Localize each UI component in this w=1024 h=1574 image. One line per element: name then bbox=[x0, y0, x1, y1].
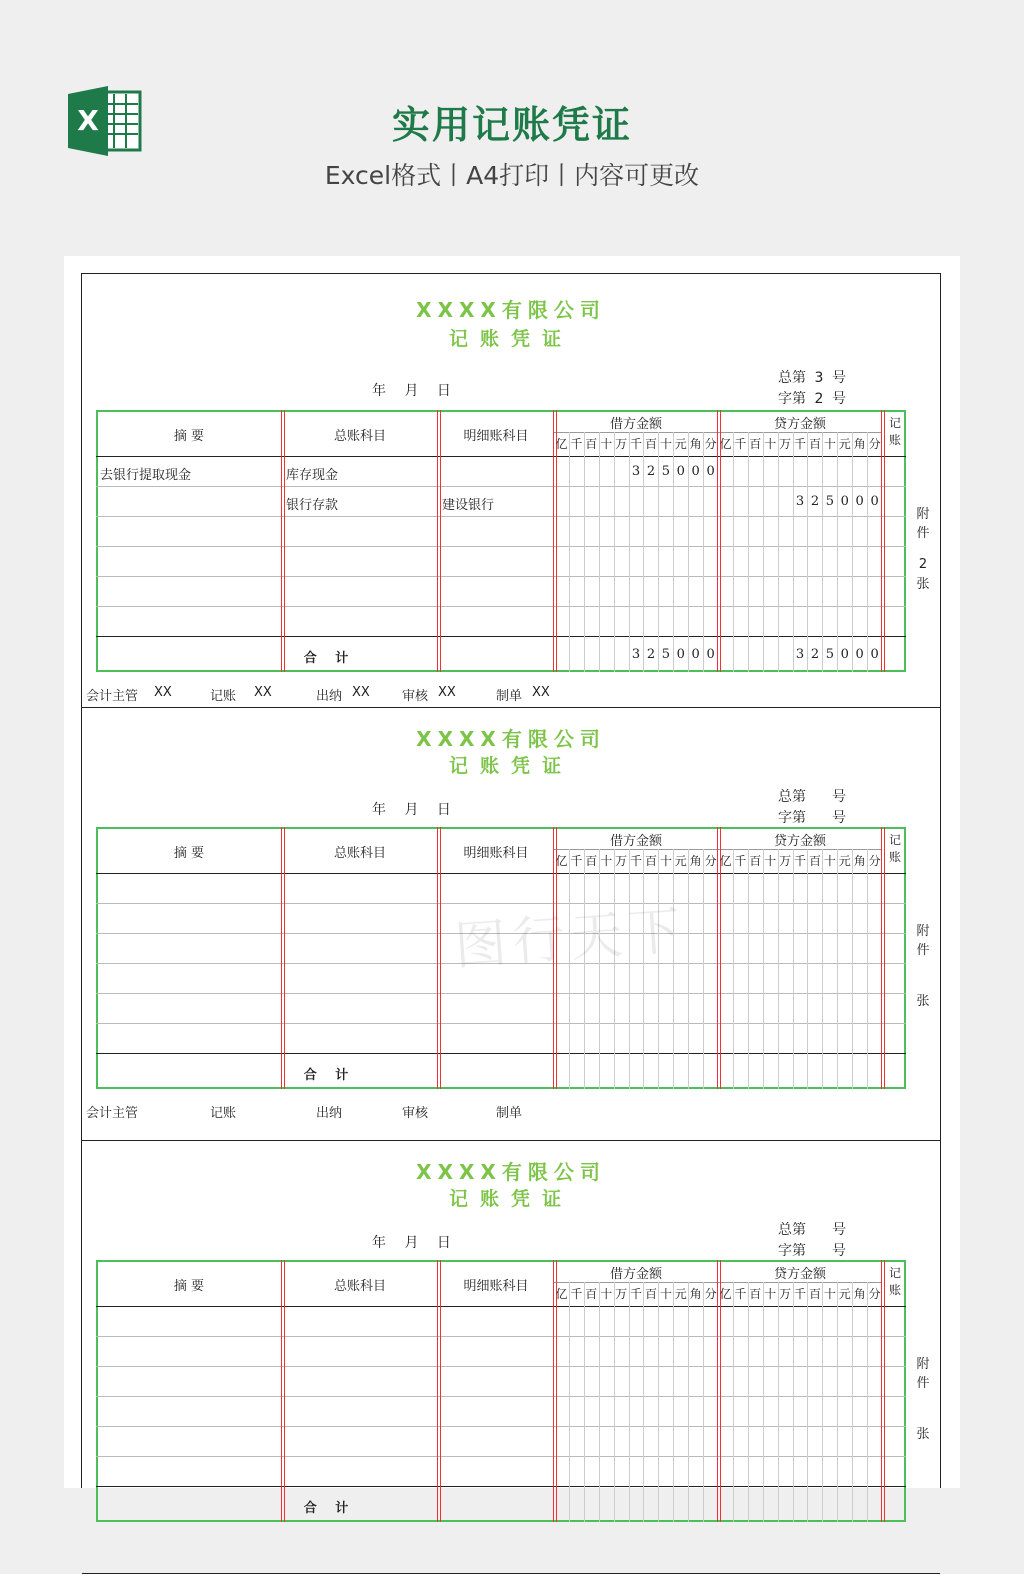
voucher-date[interactable]: 年 月 日 bbox=[372, 1235, 451, 1251]
number-value[interactable]: 2 bbox=[814, 391, 824, 407]
total-amount-digit: 0 bbox=[870, 647, 879, 662]
digit-unit: 亿 bbox=[719, 1287, 732, 1301]
voucher-title: 记账凭证 bbox=[448, 755, 573, 777]
column-header-general-account: 总账科目 bbox=[333, 846, 386, 861]
voucher-title: 记账凭证 bbox=[448, 1188, 573, 1210]
signature-label: 会计主管 bbox=[86, 689, 139, 704]
number-label: 字第 bbox=[778, 391, 806, 407]
digit-unit: 分 bbox=[704, 437, 717, 451]
digit-unit: 角 bbox=[689, 437, 702, 451]
digit-unit: 元 bbox=[674, 854, 687, 868]
page-title: 实用记账凭证 bbox=[391, 103, 632, 147]
watermark: 图行天下 bbox=[452, 900, 689, 978]
attachment-count[interactable]: 2 bbox=[918, 557, 928, 572]
digit-unit: 十 bbox=[823, 1287, 836, 1301]
amount-digit: 3 bbox=[795, 494, 805, 509]
column-header-summary: 摘 要 bbox=[173, 429, 205, 444]
amount-digit: 2 bbox=[646, 464, 656, 479]
total-amount-digit: 0 bbox=[676, 647, 685, 662]
digit-unit: 角 bbox=[689, 1287, 702, 1301]
number-suffix: 号 bbox=[832, 370, 846, 386]
column-header-debit: 借方金额 bbox=[609, 834, 662, 849]
digit-unit: 亿 bbox=[555, 854, 568, 868]
digit-unit: 分 bbox=[868, 854, 881, 868]
total-amount-digit: 3 bbox=[795, 647, 805, 662]
digit-unit: 万 bbox=[779, 437, 792, 451]
digit-unit: 千 bbox=[570, 854, 583, 868]
digit-unit: 百 bbox=[585, 854, 598, 868]
number-value[interactable]: 3 bbox=[814, 370, 824, 386]
digit-unit: 亿 bbox=[555, 437, 568, 451]
row-general-account[interactable]: 库存现金 bbox=[286, 468, 339, 483]
attachment-unit: 张 bbox=[916, 577, 930, 592]
digit-unit: 千 bbox=[734, 437, 747, 451]
number-label: 总第 bbox=[778, 370, 806, 386]
amount-digit: 5 bbox=[661, 464, 670, 479]
total-amount-digit: 0 bbox=[840, 647, 849, 662]
signature-label: 制单 bbox=[496, 1106, 523, 1121]
page-subtitle: Excel格式丨A4打印丨内容可更改 bbox=[324, 161, 700, 190]
digit-unit: 万 bbox=[615, 437, 628, 451]
amount-digit: 0 bbox=[870, 494, 879, 509]
voucher-number bbox=[778, 1220, 846, 1262]
row-summary[interactable]: 去银行提取现金 bbox=[100, 468, 192, 483]
signature-label: 会计主管 bbox=[86, 1106, 139, 1121]
attachment-unit: 张 bbox=[916, 994, 930, 1009]
digit-unit: 十 bbox=[659, 854, 672, 868]
digit-unit: 千 bbox=[734, 854, 747, 868]
digit-unit: 百 bbox=[808, 437, 821, 451]
voucher-table bbox=[96, 410, 906, 672]
row-detail-account[interactable]: 建设银行 bbox=[442, 498, 495, 513]
digit-unit: 角 bbox=[689, 854, 702, 868]
amount-digit: 2 bbox=[810, 494, 820, 509]
column-header-detail-account: 明细账科目 bbox=[463, 846, 529, 861]
digit-unit: 十 bbox=[764, 1287, 777, 1301]
total-label: 合 计 bbox=[303, 651, 349, 666]
digit-unit: 亿 bbox=[719, 854, 732, 868]
digit-unit: 千 bbox=[630, 1287, 643, 1301]
signature-label: 制单 bbox=[496, 689, 523, 704]
number-suffix: 号 bbox=[832, 1243, 846, 1259]
digit-unit: 十 bbox=[600, 437, 613, 451]
digit-unit: 千 bbox=[630, 854, 643, 868]
digit-unit: 百 bbox=[585, 1287, 598, 1301]
digit-unit: 万 bbox=[779, 1287, 792, 1301]
digit-unit: 千 bbox=[570, 1287, 583, 1301]
voucher-number bbox=[778, 787, 846, 829]
digit-unit: 十 bbox=[659, 437, 672, 451]
attachment-label: 附件 bbox=[916, 507, 930, 541]
attachment-label: 附件 bbox=[916, 1357, 930, 1391]
total-amount-digit: 2 bbox=[646, 647, 656, 662]
digit-unit: 分 bbox=[868, 1287, 881, 1301]
digit-unit: 元 bbox=[674, 1287, 687, 1301]
voucher-3 bbox=[82, 1140, 940, 1574]
digit-unit: 千 bbox=[734, 1287, 747, 1301]
number-label: 总第 bbox=[778, 1222, 806, 1238]
number-suffix: 号 bbox=[832, 391, 846, 407]
digit-unit: 百 bbox=[749, 1287, 762, 1301]
digit-unit: 万 bbox=[779, 854, 792, 868]
digit-unit: 角 bbox=[853, 437, 866, 451]
signature-value[interactable]: XX bbox=[532, 685, 550, 700]
amount-digit: 5 bbox=[825, 494, 834, 509]
voucher-title: 记账凭证 bbox=[448, 328, 573, 350]
signature-label: 审核 bbox=[402, 1106, 429, 1121]
voucher-sheet bbox=[64, 256, 960, 1516]
digit-unit: 十 bbox=[659, 1287, 672, 1301]
voucher-table bbox=[96, 1260, 906, 1522]
total-amount-digit: 0 bbox=[706, 647, 715, 662]
column-header-posted: 记账 bbox=[888, 833, 901, 864]
total-amount-digit: 2 bbox=[810, 647, 820, 662]
total-label: 合 计 bbox=[303, 1501, 349, 1516]
digit-unit: 百 bbox=[749, 854, 762, 868]
digit-unit: 万 bbox=[615, 1287, 628, 1301]
digit-unit: 元 bbox=[838, 437, 851, 451]
total-amount-digit: 5 bbox=[825, 647, 834, 662]
excel-letter: X bbox=[77, 104, 99, 137]
digit-unit: 角 bbox=[853, 854, 866, 868]
company-name: XXXX有限公司 bbox=[416, 298, 606, 322]
column-header-debit: 借方金额 bbox=[609, 1267, 662, 1282]
amount-digit: 3 bbox=[631, 464, 641, 479]
total-amount-digit: 0 bbox=[691, 647, 700, 662]
number-label: 字第 bbox=[778, 810, 806, 826]
digit-unit: 千 bbox=[794, 854, 807, 868]
column-header-credit: 贷方金额 bbox=[773, 1267, 826, 1282]
signature-label: 审核 bbox=[402, 689, 429, 704]
total-label: 合 计 bbox=[303, 1068, 349, 1083]
voucher-date[interactable]: 年 月 日 bbox=[372, 383, 451, 399]
digit-unit: 分 bbox=[868, 437, 881, 451]
number-suffix: 号 bbox=[832, 789, 846, 805]
signature-label: 记账 bbox=[210, 689, 237, 704]
amount-digit: 0 bbox=[840, 494, 849, 509]
column-header-posted: 记账 bbox=[888, 416, 901, 447]
digit-unit: 百 bbox=[808, 1287, 821, 1301]
amount-digit: 0 bbox=[706, 464, 715, 479]
digit-unit: 元 bbox=[838, 1287, 851, 1301]
number-label: 字第 bbox=[778, 1243, 806, 1259]
voucher-number bbox=[778, 368, 846, 410]
number-suffix: 号 bbox=[832, 810, 846, 826]
digit-unit: 亿 bbox=[719, 437, 732, 451]
digit-unit: 百 bbox=[644, 854, 657, 868]
voucher-frame bbox=[81, 273, 941, 1516]
digit-unit: 十 bbox=[823, 437, 836, 451]
number-suffix: 号 bbox=[832, 1222, 846, 1238]
digit-unit: 十 bbox=[823, 854, 836, 868]
amount-digit: 0 bbox=[855, 494, 864, 509]
digit-unit: 十 bbox=[764, 854, 777, 868]
column-header-summary: 摘 要 bbox=[173, 846, 205, 861]
digit-unit: 千 bbox=[794, 437, 807, 451]
column-header-detail-account: 明细账科目 bbox=[463, 1279, 529, 1294]
digit-unit: 百 bbox=[808, 854, 821, 868]
column-header-posted: 记账 bbox=[888, 1266, 901, 1297]
signature-label: 出纳 bbox=[316, 1106, 343, 1121]
total-amount-digit: 5 bbox=[661, 647, 670, 662]
total-amount-digit: 3 bbox=[631, 647, 641, 662]
column-header-credit: 贷方金额 bbox=[773, 417, 826, 432]
company-name: XXXX有限公司 bbox=[416, 727, 606, 751]
attachment-label: 附件 bbox=[916, 924, 930, 958]
voucher-date[interactable]: 年 月 日 bbox=[372, 802, 451, 818]
signature-value[interactable]: XX bbox=[154, 685, 172, 700]
company-name: XXXX有限公司 bbox=[416, 1160, 606, 1184]
digit-unit: 分 bbox=[704, 1287, 717, 1301]
column-header-detail-account: 明细账科目 bbox=[463, 429, 529, 444]
digit-unit: 分 bbox=[704, 854, 717, 868]
digit-unit: 元 bbox=[838, 854, 851, 868]
digit-unit: 元 bbox=[674, 437, 687, 451]
signature-value[interactable]: XX bbox=[254, 685, 272, 700]
signature-value[interactable]: XX bbox=[438, 685, 456, 700]
signature-value[interactable]: XX bbox=[352, 685, 370, 700]
column-header-general-account: 总账科目 bbox=[333, 1279, 386, 1294]
amount-digit: 0 bbox=[691, 464, 700, 479]
digit-unit: 千 bbox=[794, 1287, 807, 1301]
attachment-unit: 张 bbox=[916, 1427, 930, 1442]
digit-unit: 百 bbox=[749, 437, 762, 451]
digit-unit: 百 bbox=[644, 1287, 657, 1301]
digit-unit: 十 bbox=[764, 437, 777, 451]
row-general-account[interactable]: 银行存款 bbox=[286, 498, 339, 513]
digit-unit: 千 bbox=[570, 437, 583, 451]
digit-unit: 万 bbox=[615, 854, 628, 868]
digit-unit: 百 bbox=[585, 437, 598, 451]
signature-label: 记账 bbox=[210, 1106, 237, 1121]
digit-unit: 亿 bbox=[555, 1287, 568, 1301]
total-amount-digit: 0 bbox=[855, 647, 864, 662]
number-label: 总第 bbox=[778, 789, 806, 805]
digit-unit: 十 bbox=[600, 1287, 613, 1301]
column-header-summary: 摘 要 bbox=[173, 1279, 205, 1294]
digit-unit: 千 bbox=[630, 437, 643, 451]
column-header-general-account: 总账科目 bbox=[333, 429, 386, 444]
amount-digit: 0 bbox=[676, 464, 685, 479]
digit-unit: 百 bbox=[644, 437, 657, 451]
digit-unit: 角 bbox=[853, 1287, 866, 1301]
column-header-debit: 借方金额 bbox=[609, 417, 662, 432]
signature-label: 出纳 bbox=[316, 689, 343, 704]
column-header-credit: 贷方金额 bbox=[773, 834, 826, 849]
digit-unit: 十 bbox=[600, 854, 613, 868]
voucher-1 bbox=[82, 274, 940, 708]
